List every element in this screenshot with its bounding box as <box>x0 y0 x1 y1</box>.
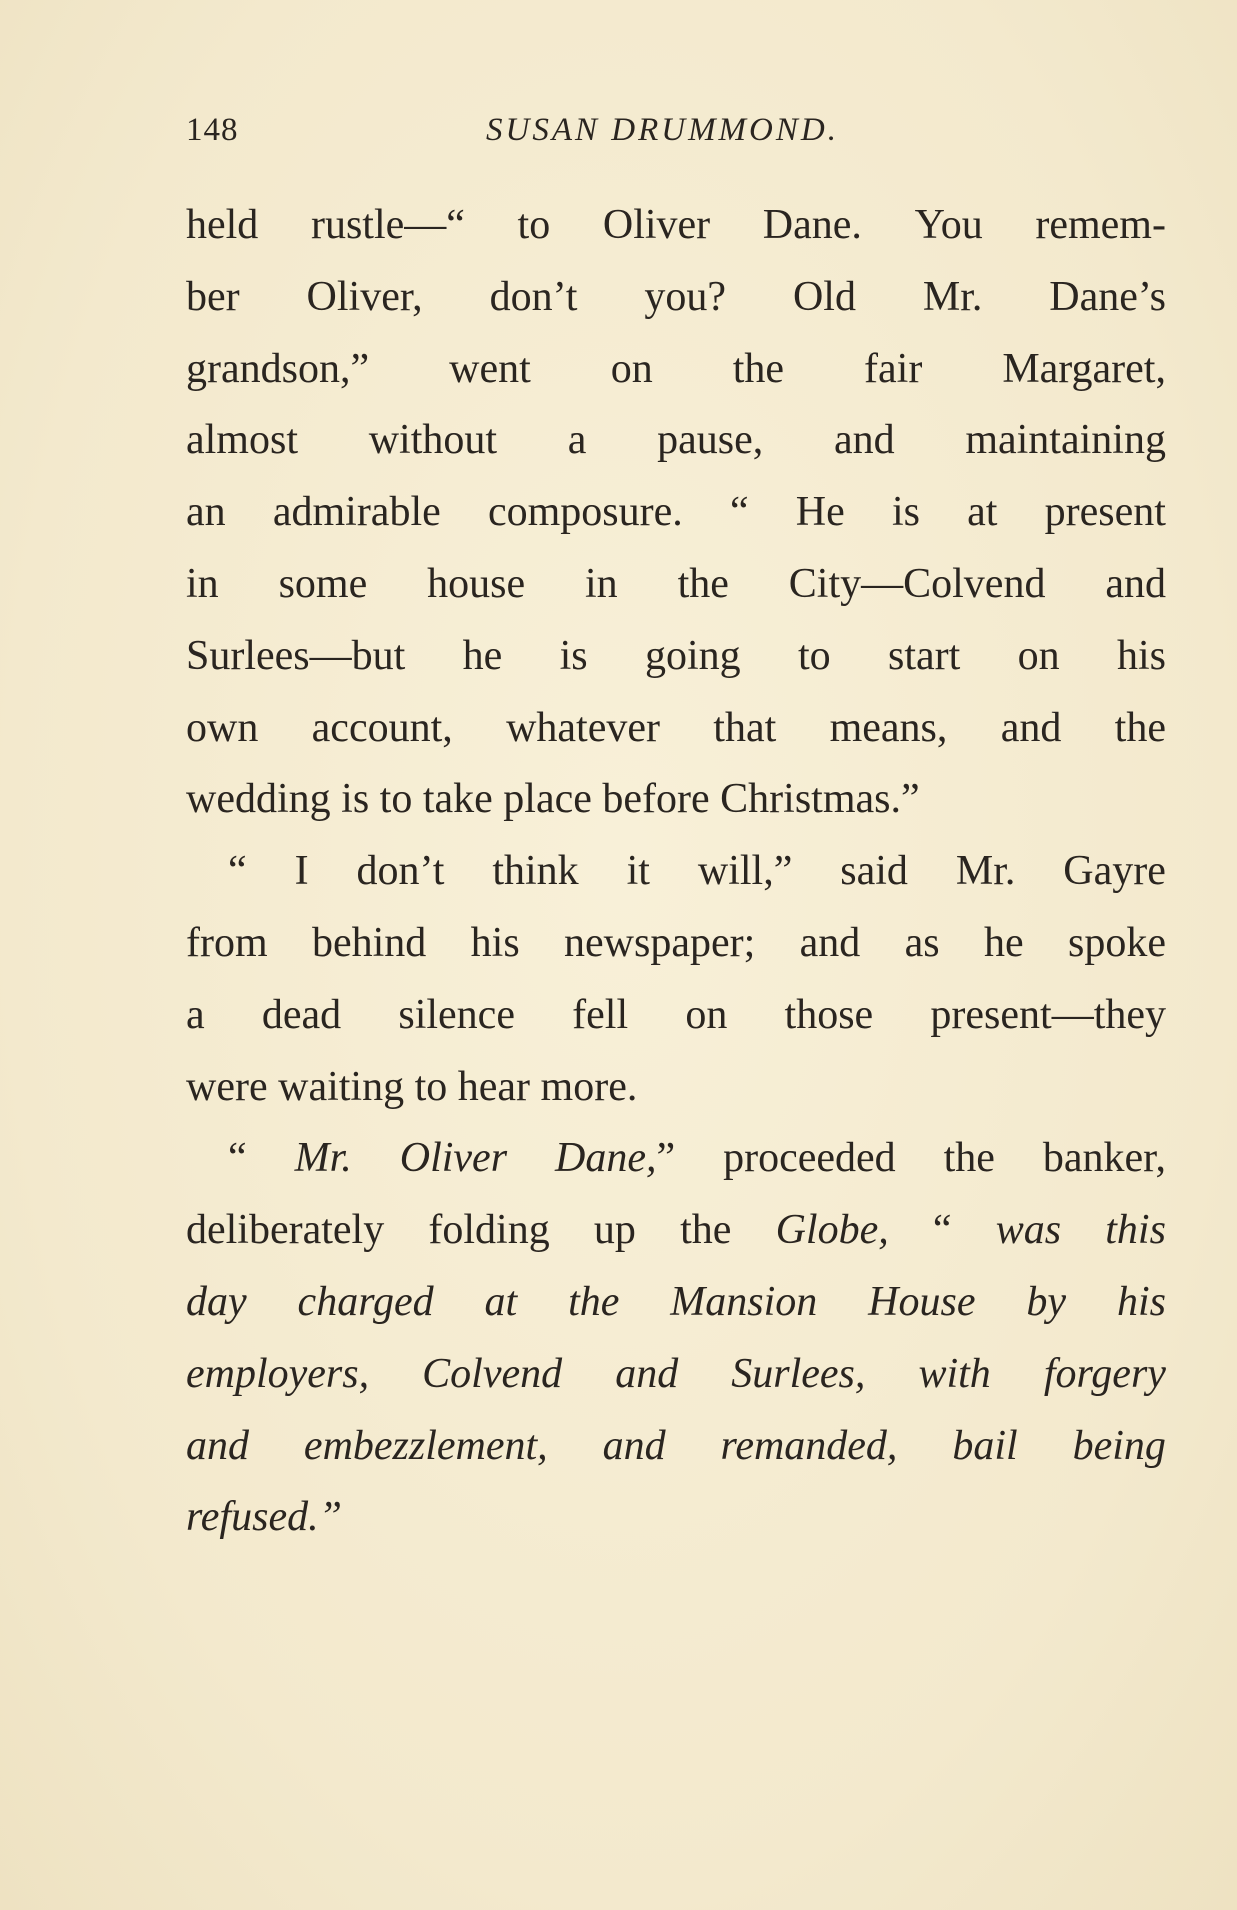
text-line <box>186 477 1166 549</box>
word: on <box>610 345 653 392</box>
word: and <box>1105 560 1166 607</box>
word: the <box>677 560 729 607</box>
word: whatever <box>506 704 660 751</box>
word: in <box>585 560 618 607</box>
running-head: SUSAN DRUMMOND. <box>486 112 839 148</box>
word: those <box>784 991 874 1038</box>
word: present <box>1044 489 1166 536</box>
word: is <box>341 776 370 823</box>
word: an <box>186 489 226 536</box>
word: own <box>186 704 259 751</box>
text-line <box>186 836 1166 908</box>
text-line <box>186 1195 1166 1267</box>
word: to <box>797 632 831 679</box>
word: proceeded <box>723 1135 896 1182</box>
word: house <box>427 560 526 607</box>
word: embezzlement, <box>303 1422 548 1469</box>
text-line <box>186 621 1166 693</box>
word: his <box>470 919 520 966</box>
word: composure. <box>487 489 683 536</box>
word: Oliver, <box>306 273 423 320</box>
word: the <box>732 345 785 392</box>
word: with <box>918 1350 991 1397</box>
word: said <box>840 848 908 895</box>
word: and <box>615 1350 679 1397</box>
text-line <box>186 405 1166 477</box>
word: is <box>891 489 920 536</box>
word: Gayre <box>1063 848 1166 895</box>
word: he <box>983 919 1024 966</box>
word: employers, <box>186 1350 370 1397</box>
word: remem- <box>1035 202 1166 248</box>
word: will,” <box>697 848 793 895</box>
word: to <box>414 1063 448 1110</box>
word: Globe, <box>775 1207 889 1254</box>
word: being <box>1072 1422 1166 1469</box>
word: the <box>943 1135 995 1182</box>
word: on <box>685 991 728 1038</box>
word: the <box>568 1278 620 1325</box>
text-line <box>186 190 1166 262</box>
word: Mansion <box>670 1278 818 1325</box>
word: place <box>503 776 592 823</box>
text-line <box>186 1482 1166 1554</box>
word: in <box>186 560 219 607</box>
word: “ <box>729 489 749 536</box>
word: this <box>1105 1207 1166 1254</box>
text-line <box>186 334 1166 406</box>
word: admirable <box>272 489 441 536</box>
text-line <box>186 1123 1166 1195</box>
word: is <box>559 632 588 679</box>
page-header <box>186 112 1166 162</box>
body-text <box>186 190 1166 1554</box>
word: don’t <box>489 273 578 320</box>
word: banker, <box>1042 1135 1166 1182</box>
word: dead <box>261 991 342 1038</box>
word: the <box>680 1207 732 1254</box>
word: newspaper; <box>564 919 756 966</box>
word: and <box>1000 704 1062 751</box>
text-line <box>186 1339 1166 1411</box>
word: start <box>887 632 961 679</box>
word: Surlees, <box>731 1350 866 1397</box>
word: almost <box>186 417 298 464</box>
word: You <box>914 202 983 248</box>
word: refused.” <box>186 1494 342 1541</box>
word: City—Colvend <box>788 560 1046 607</box>
word: Dane’s <box>1049 273 1166 320</box>
text-line <box>186 549 1166 621</box>
text-line <box>186 764 1166 836</box>
word: silence <box>398 991 515 1038</box>
word: take <box>422 776 493 823</box>
word: a <box>186 991 205 1038</box>
word: and <box>602 1422 666 1469</box>
word: maintaining <box>965 417 1166 464</box>
word: rustle—“ <box>310 202 465 248</box>
word: don’t <box>356 848 445 895</box>
word: think <box>492 848 579 895</box>
word: a <box>567 417 587 464</box>
word: day <box>186 1278 247 1325</box>
word: hear <box>457 1063 531 1110</box>
word: and <box>186 1422 249 1469</box>
word: behind <box>312 919 427 966</box>
word: Oliver <box>399 1135 508 1182</box>
word: his <box>1116 1278 1166 1325</box>
text-line <box>186 1411 1166 1483</box>
word: Surlees—but <box>186 632 406 679</box>
word: means, <box>829 704 948 751</box>
word: Mr. <box>955 848 1016 895</box>
word: before <box>602 776 710 823</box>
word: without <box>368 417 498 464</box>
word: Dane,” <box>555 1135 676 1182</box>
text-line <box>186 908 1166 980</box>
text-line <box>186 980 1166 1052</box>
word: the <box>1114 704 1166 751</box>
word: House <box>868 1278 976 1325</box>
word: Mr. <box>294 1135 352 1182</box>
word: waiting <box>278 1063 405 1110</box>
word: Christmas.” <box>720 776 920 823</box>
word: some <box>278 560 368 607</box>
word: going <box>644 632 741 679</box>
word: to <box>379 776 413 823</box>
word: I <box>294 848 309 895</box>
word: “ <box>932 1207 952 1254</box>
word: deliberately <box>186 1207 385 1254</box>
word: from <box>186 919 268 966</box>
word: as <box>904 919 940 966</box>
text-line <box>186 693 1166 765</box>
word: it <box>626 848 650 895</box>
word: Oliver <box>602 202 711 248</box>
word: up <box>593 1207 636 1254</box>
word: you? <box>644 273 727 320</box>
word: “ <box>228 1135 247 1182</box>
word: his <box>1116 632 1166 679</box>
word: at <box>484 1278 518 1325</box>
word: forgery <box>1043 1350 1166 1397</box>
word: “ <box>228 848 247 895</box>
text-line <box>186 1267 1166 1339</box>
word: Dane. <box>762 202 862 248</box>
word: held <box>186 202 259 248</box>
word: at <box>967 489 998 536</box>
word: more. <box>540 1063 638 1110</box>
word: he <box>462 632 503 679</box>
word: ber <box>186 273 240 320</box>
word: that <box>713 704 777 751</box>
word: Margaret, <box>1002 345 1166 392</box>
word: remanded, <box>720 1422 898 1469</box>
word: charged <box>297 1278 434 1325</box>
word: were <box>186 1063 268 1110</box>
word: spoke <box>1067 919 1166 966</box>
word: on <box>1017 632 1060 679</box>
word: bail <box>952 1422 1018 1469</box>
word: folding <box>428 1207 550 1254</box>
word: fell <box>572 991 629 1038</box>
word: Old <box>792 273 856 320</box>
word: was <box>995 1207 1062 1254</box>
text-line <box>186 1052 1166 1124</box>
word: fair <box>864 345 923 392</box>
word: present—they <box>930 991 1166 1038</box>
word: to <box>517 202 551 248</box>
word: and <box>833 417 895 464</box>
word: went <box>449 345 531 392</box>
page-number: 148 <box>186 112 239 148</box>
word: wedding <box>186 776 331 823</box>
word: Mr. <box>922 273 983 320</box>
word: Colvend <box>422 1350 563 1397</box>
word: by <box>1026 1278 1067 1325</box>
word: and <box>799 919 861 966</box>
text-line <box>186 262 1166 334</box>
word: grandson,” <box>186 345 370 392</box>
word: pause, <box>657 417 764 464</box>
word: He <box>795 489 845 536</box>
word: account, <box>311 704 453 751</box>
